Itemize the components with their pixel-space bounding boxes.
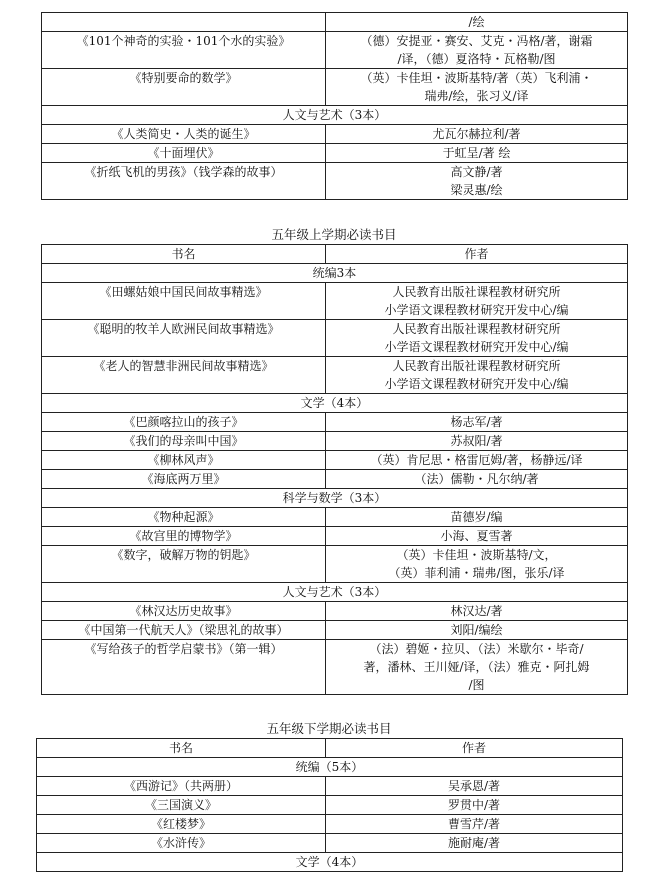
table-row <box>42 13 628 32</box>
table-row <box>42 451 628 470</box>
header-title: 书名 <box>42 245 326 264</box>
table-row <box>42 470 628 489</box>
book-title-cell: 《我们的母亲叫中国》 <box>42 432 326 451</box>
book-title-cell: 《聪明的牧羊人欧洲民间故事精选》 <box>42 320 326 357</box>
table-row <box>42 69 628 106</box>
section-row <box>42 106 628 125</box>
book-title-cell: 《巴颜喀拉山的孩子》 <box>42 413 326 432</box>
author-line: 于虹呈/著 绘 <box>442 146 511 160</box>
author-line: 刘阳/编绘 <box>450 623 503 637</box>
header-author: 作者 <box>326 739 623 758</box>
book-author-cell <box>326 640 628 695</box>
table-row <box>42 32 628 69</box>
book-author-cell <box>326 527 628 546</box>
book-author-cell <box>326 413 628 432</box>
book-title-cell <box>42 13 326 32</box>
author-line: 人民教育出版社课程教材研究所 <box>392 285 561 299</box>
author-line: （英）卡佳坦・波斯基特/著（英）飞利浦・ <box>360 71 593 85</box>
book-author-cell <box>326 777 623 796</box>
author-line: /图 <box>468 678 485 692</box>
book-table-grade5-first-term <box>41 244 628 695</box>
table-body <box>42 264 628 695</box>
table-row <box>37 796 623 815</box>
book-author-cell <box>326 13 628 32</box>
book-title-cell: 《西游记》（共两册） <box>37 777 326 796</box>
table-row <box>42 640 628 695</box>
book-author-cell <box>326 432 628 451</box>
book-title-cell: 《故宫里的博物学》 <box>42 527 326 546</box>
book-author-cell <box>326 470 628 489</box>
table-row <box>42 527 628 546</box>
book-author-cell <box>326 621 628 640</box>
author-line: /译，（德）夏洛特・瓦格勒/图 <box>397 52 556 66</box>
table-row <box>37 834 623 853</box>
author-line: （法）碧姬・拉贝、（法）米歇尔・毕奇/ <box>369 642 584 656</box>
author-line: 梁灵惠/绘 <box>450 183 503 197</box>
book-title-cell: 《老人的智慧非洲民间故事精选》 <box>42 357 326 394</box>
book-title-cell: 《红楼梦》 <box>37 815 326 834</box>
author-line: 苗德岁/编 <box>450 510 503 524</box>
author-line: 林汉达/著 <box>450 604 503 618</box>
book-author-cell <box>326 32 628 69</box>
book-title-cell: 《人类简史・人类的诞生》 <box>42 125 326 144</box>
table-row <box>42 546 628 583</box>
table-header-row <box>37 739 623 758</box>
book-author-cell <box>326 815 623 834</box>
book-author-cell <box>326 125 628 144</box>
section-label: 统编3本 <box>42 264 628 283</box>
book-author-cell <box>326 320 628 357</box>
author-line: （英）菲利浦・瑞弗/图，张乐/译 <box>388 566 565 580</box>
author-line: （英）肯尼思・格雷厄姆/著，杨静远/译 <box>370 453 583 467</box>
book-title-cell: 《十面埋伏》 <box>42 144 326 163</box>
author-line: 杨志军/著 <box>450 415 503 429</box>
author-line: （英）卡佳坦・波斯基特/文， <box>396 548 557 562</box>
author-line: 瑞弗/绘，张习义/译 <box>424 89 529 103</box>
author-line: 小学语文课程教材研究开发中心/编 <box>384 340 569 354</box>
book-author-cell <box>326 69 628 106</box>
book-table-top <box>41 12 628 200</box>
book-title-cell: 《海底两万里》 <box>42 470 326 489</box>
author-line: 人民教育出版社课程教材研究所 <box>392 322 561 336</box>
header-title: 书名 <box>37 739 326 758</box>
book-title-cell: 《写给孩子的哲学启蒙书》（第一辑） <box>42 640 326 695</box>
book-title-cell: 《田螺姑娘中国民间故事精选》 <box>42 283 326 320</box>
table-row <box>42 283 628 320</box>
book-author-cell <box>326 283 628 320</box>
author-line: 小海、夏雪著 <box>440 529 513 543</box>
table-caption-grade5-second-term: 五年级下学期必读书目 <box>266 721 392 736</box>
table-row <box>42 163 628 200</box>
table-header-row <box>42 245 628 264</box>
section-row <box>37 758 623 777</box>
table-body <box>37 758 623 872</box>
section-row <box>42 264 628 283</box>
section-row <box>37 853 623 872</box>
author-line: （法）儒勒・凡尔纳/著 <box>414 472 539 486</box>
section-label: 文学（4本） <box>42 394 628 413</box>
book-author-cell <box>326 602 628 621</box>
book-author-cell <box>326 357 628 394</box>
author-line: 曹雪芹/著 <box>447 817 501 831</box>
author-line: 高文静/著 <box>450 165 503 179</box>
author-line: 吴承恩/著 <box>447 779 501 793</box>
table-row <box>42 508 628 527</box>
table-body <box>42 13 628 200</box>
table-row <box>42 125 628 144</box>
book-title-cell: 《中国第一代航天人》（梁思礼的故事） <box>42 621 326 640</box>
book-title-cell: 《101个神奇的实验・101个水的实验》 <box>42 32 326 69</box>
table-row <box>42 602 628 621</box>
author-line: 人民教育出版社课程教材研究所 <box>392 359 561 373</box>
table-row <box>42 320 628 357</box>
book-author-cell <box>326 834 623 853</box>
book-author-cell <box>326 451 628 470</box>
table-row <box>42 432 628 451</box>
table-row <box>42 357 628 394</box>
section-row <box>42 583 628 602</box>
book-title-cell: 《折纸飞机的男孩》（钱学森的故事） <box>42 163 326 200</box>
book-author-cell <box>326 144 628 163</box>
author-line: 施耐庵/著 <box>447 836 501 850</box>
table-row <box>37 815 623 834</box>
section-label: 统编（5本） <box>37 758 623 777</box>
book-author-cell <box>326 163 628 200</box>
book-title-cell: 《三国演义》 <box>37 796 326 815</box>
table-row <box>42 413 628 432</box>
table-row <box>37 777 623 796</box>
book-title-cell: 《柳林风声》 <box>42 451 326 470</box>
book-author-cell <box>326 508 628 527</box>
author-line: 小学语文课程教材研究开发中心/编 <box>384 303 569 317</box>
section-label: 文学（4本） <box>37 853 623 872</box>
header-author: 作者 <box>326 245 628 264</box>
section-label: 科学与数学（3本） <box>42 489 628 508</box>
book-author-cell <box>326 796 623 815</box>
author-line: 尤瓦尔赫拉利/著 <box>432 127 521 141</box>
book-title-cell: 《数字，破解万物的钥匙》 <box>42 546 326 583</box>
author-line: 罗贯中/著 <box>447 798 501 812</box>
section-label: 人文与艺术（3本） <box>42 583 628 602</box>
book-title-cell: 《水浒传》 <box>37 834 326 853</box>
book-table-grade5-second-term <box>36 738 623 872</box>
author-line: 著，潘林、王川娅/译，（法）雅克・阿扎姆 <box>363 660 590 674</box>
book-title-cell: 《特别要命的数学》 <box>42 69 326 106</box>
author-line: /绘 <box>468 15 485 29</box>
author-line: 小学语文课程教材研究开发中心/编 <box>384 377 569 391</box>
table-row <box>42 621 628 640</box>
section-row <box>42 489 628 508</box>
table-row <box>42 144 628 163</box>
author-line: （德）安提亚・赛安、艾克・冯格/著，谢霜 <box>360 34 593 48</box>
section-label: 人文与艺术（3本） <box>42 106 628 125</box>
author-line: 苏叔阳/著 <box>450 434 503 448</box>
book-author-cell <box>326 546 628 583</box>
table-caption-grade5-first-term: 五年级上学期必读书目 <box>271 227 397 242</box>
book-title-cell: 《物种起源》 <box>42 508 326 527</box>
section-row <box>42 394 628 413</box>
book-title-cell: 《林汉达历史故事》 <box>42 602 326 621</box>
